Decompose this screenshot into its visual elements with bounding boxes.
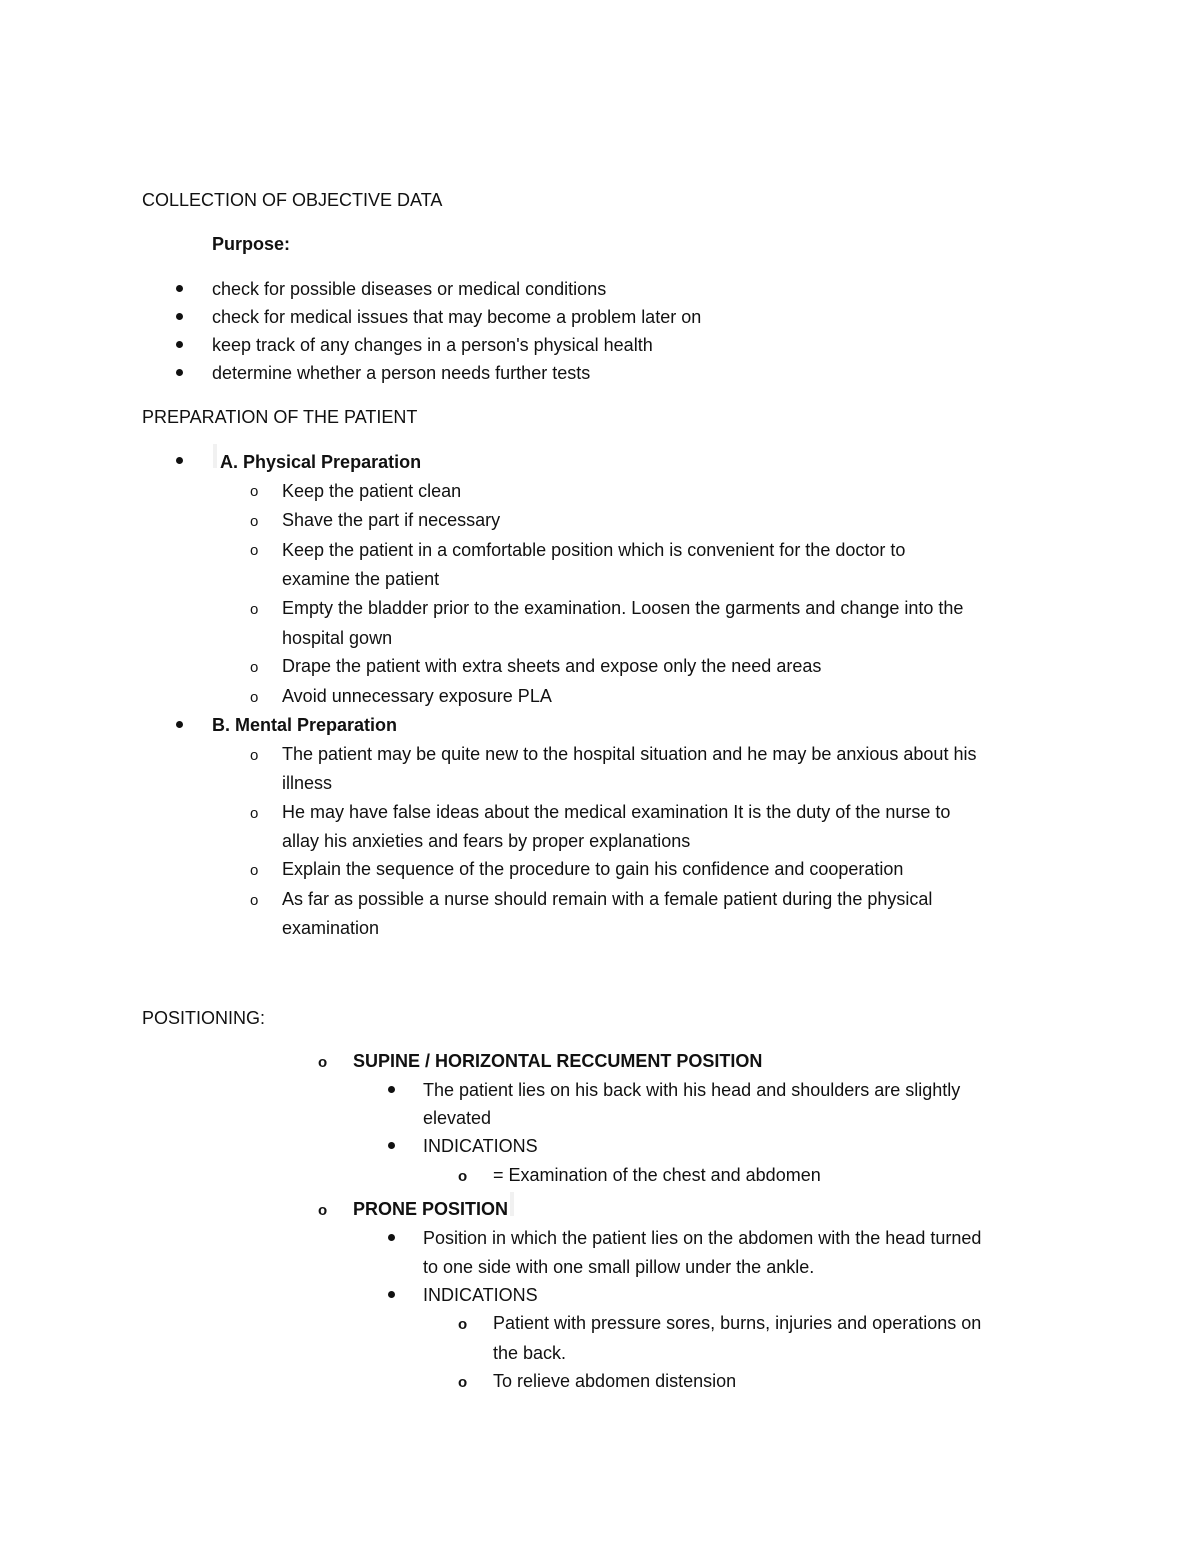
circle-bullet-icon: o (250, 601, 259, 618)
circle-bullet-icon: o (250, 483, 259, 500)
bullet-icon (388, 1086, 395, 1093)
margin-mark (510, 1192, 514, 1216)
supine-description-continued: elevated (423, 1108, 492, 1128)
bullet-icon (176, 341, 183, 348)
bullet-icon (176, 369, 183, 376)
supine-indications-label: INDICATIONS (423, 1136, 538, 1156)
circle-bullet-icon: o (250, 747, 259, 764)
circle-bullet-icon: o (458, 1168, 468, 1185)
circle-bullet-icon: o (318, 1202, 328, 1219)
circle-bullet-icon: o (250, 862, 259, 879)
supine-description: The patient lies on his back with his head and shoulders are slightly (423, 1080, 961, 1100)
circle-bullet-icon: o (250, 513, 259, 530)
mental-item-continued: illness (282, 773, 333, 793)
circle-bullet-icon: o (250, 892, 259, 909)
bullet-icon (388, 1291, 395, 1298)
mental-item: He may have false ideas about the medical examination It is the duty of the nurse to (282, 802, 951, 822)
mental-item-continued: allay his anxieties and fears by proper explanations (282, 831, 691, 851)
physical-item-continued: hospital gown (282, 628, 393, 648)
prone-position-heading: PRONE POSITION (353, 1199, 509, 1219)
circle-bullet-icon: o (250, 805, 259, 822)
document-title: COLLECTION OF OBJECTIVE DATA (142, 190, 443, 210)
circle-bullet-icon: o (250, 689, 259, 706)
bullet-icon (176, 285, 183, 292)
physical-item: Empty the bladder prior to the examination. Loosen the garments and change into the (282, 598, 964, 618)
purpose-item: keep track of any changes in a person's physical health (212, 335, 653, 355)
circle-bullet-icon: o (458, 1316, 468, 1333)
supine-position-heading: SUPINE / HORIZONTAL RECCUMENT POSITION (353, 1051, 763, 1071)
circle-bullet-icon: o (250, 542, 259, 559)
mental-item: As far as possible a nurse should remain with a female patient during the physical (282, 889, 933, 909)
mental-preparation-heading: B. Mental Preparation (212, 715, 398, 735)
bullet-icon (176, 721, 183, 728)
physical-item: Avoid unnecessary exposure PLA (282, 686, 552, 706)
prone-description-continued: to one side with one small pillow under the ankle. (423, 1257, 815, 1277)
purpose-item: check for possible diseases or medical conditions (212, 279, 607, 299)
mental-item: The patient may be quite new to the hospital situation and he may be anxious about his (282, 744, 977, 764)
physical-item: Shave the part if necessary (282, 510, 501, 530)
bullet-icon (176, 457, 183, 464)
prone-indication-continued: the back. (493, 1343, 567, 1363)
prone-description: Position in which the patient lies on the abdomen with the head turned (423, 1228, 982, 1248)
supine-indication: = Examination of the chest and abdomen (493, 1165, 821, 1185)
circle-bullet-icon: o (318, 1054, 328, 1071)
bullet-icon (176, 313, 183, 320)
physical-preparation-heading: A. Physical Preparation (220, 452, 422, 472)
physical-item: Drape the patient with extra sheets and expose only the need areas (282, 656, 822, 676)
purpose-heading: Purpose: (212, 234, 291, 254)
purpose-item: determine whether a person needs further tests (212, 363, 591, 383)
physical-item-continued: examine the patient (282, 569, 440, 589)
physical-item: Keep the patient in a comfortable position which is convenient for the doctor to (282, 540, 906, 560)
mental-item: Explain the sequence of the procedure to gain his confidence and cooperation (282, 859, 904, 879)
bullet-icon (388, 1142, 395, 1149)
preparation-heading: PREPARATION OF THE PATIENT (142, 407, 418, 427)
margin-mark (213, 444, 217, 468)
circle-bullet-icon: o (458, 1374, 468, 1391)
bullet-icon (388, 1234, 395, 1241)
purpose-item: check for medical issues that may become a problem later on (212, 307, 702, 327)
mental-item-continued: examination (282, 918, 380, 938)
prone-indications-label: INDICATIONS (423, 1285, 538, 1305)
prone-indication: Patient with pressure sores, burns, injuries and operations on (493, 1313, 982, 1333)
physical-item: Keep the patient clean (282, 481, 462, 501)
positioning-heading: POSITIONING: (142, 1008, 266, 1028)
circle-bullet-icon: o (250, 659, 259, 676)
prone-indication: To relieve abdomen distension (493, 1371, 737, 1391)
